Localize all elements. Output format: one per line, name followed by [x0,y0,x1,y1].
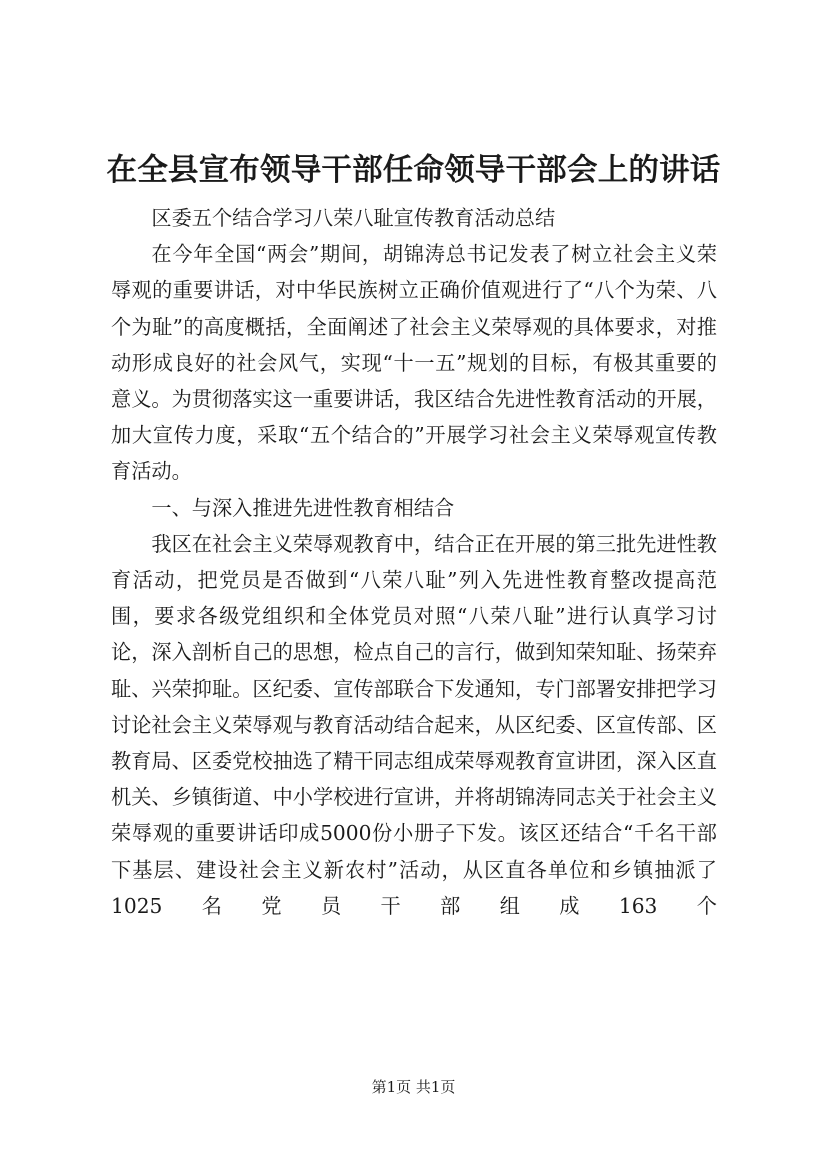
document-body [111,200,717,924]
document-title: 在全县宣布领导干部任命领导干部会上的讲话 [106,152,721,188]
page-footer: 第1页 共1页 [371,1078,456,1096]
paragraph-intro: 在今年全国“两会”期间，胡锦涛总书记发表了树立社会主义荣辱观的重要讲话，对中华民族树立正确价值观进行了“八个为荣、八个为耻”的高度概括，全面阐述了社会主义荣辱观的具体要求，对推动形成良好的社会风气，实现“十一五”规划的目标，有极其重要的意义。为贯彻落实这一重要讲话，我区结合先进性教育活动的开展，加大宣传力度，采取“五个结合的”开展学习社会主义荣辱观宣传教育活动。 [111,242,717,484]
paragraph-section-1: 我区在社会主义荣辱观教育中，结合正在开展的第三批先进性教育活动，把党员是否做到“八荣八耻”列入先进性教育整改提高范围，要求各级党组织和全体党员对照“八荣八耻”进行认真学习讨论，深入剖析自己的思想，检点自己的言行，做到知荣知耻、扬荣弃耻、兴荣抑耻。区纪委、宣传部联合下发通知，专门部署安排把学习讨论社会主义荣辱观与教育活动结合起来，从区纪委、区宣传部、区教育局、区委党校抽选了精干同志组成荣辱观教育宣讲团，深入区直机关、乡镇街道、中小学校进行宣讲，并将胡锦涛同志关于社会主义荣辱观的重要讲话印成5000份小册子下发。该区还结合“千名干部下基层、建设社会主义新农村”活动，从区直各单位和乡镇抽派了1025名党员干部组成163个 [111,531,717,918]
subtitle: 区委五个结合学习八荣八耻宣传教育活动总结 [151,206,556,230]
section-heading: 一、与深入推进先进性教育相结合 [151,495,455,520]
